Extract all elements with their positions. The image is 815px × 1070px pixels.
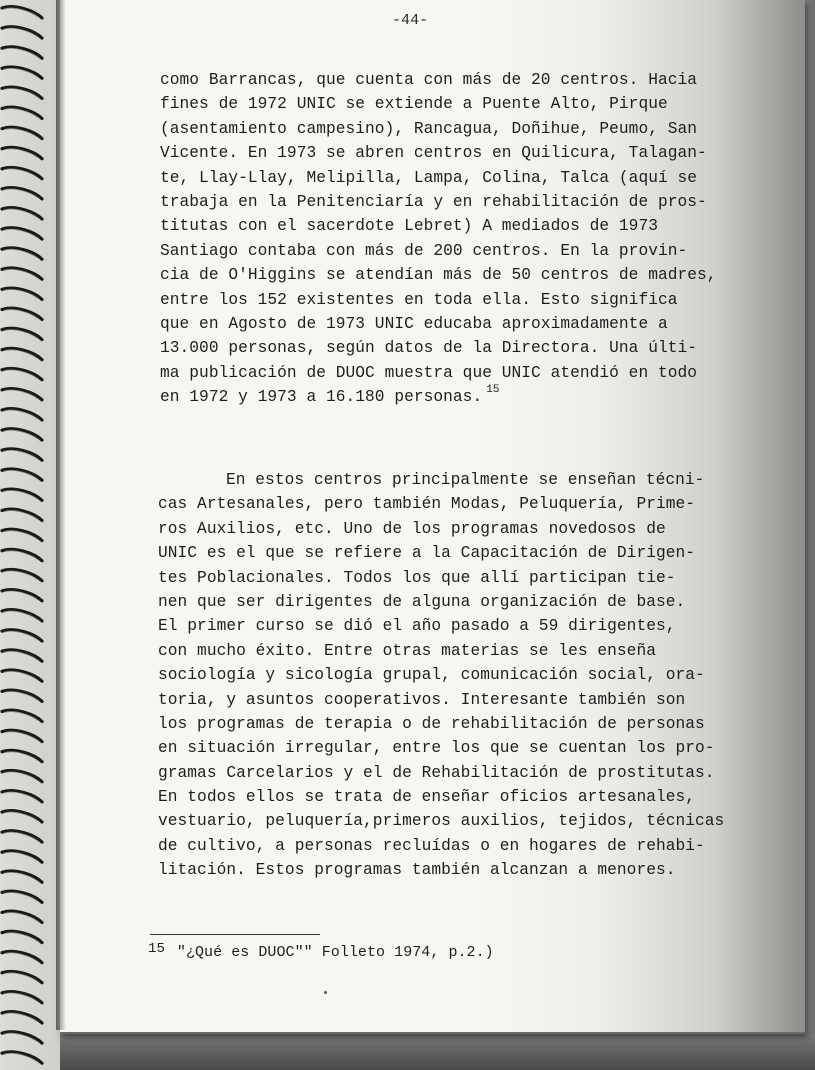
text-line: vestuario, peluquería,primeros auxilios, tejidos, técnicas bbox=[158, 812, 725, 831]
text-line: en 1972 y 1973 a 16.180 personas. bbox=[160, 388, 483, 407]
text-line: entre los 152 existentes en toda ella. Esto significa bbox=[160, 290, 678, 309]
text-line: titutas con el sacerdote Lebret) A mediados de 1973 bbox=[160, 217, 658, 236]
text-line: fines de 1972 UNIC se extiende a Puente Alto, Pirque bbox=[160, 95, 668, 114]
text-line: 13.000 personas, según datos de la Directora. Una últi- bbox=[160, 339, 698, 358]
text-line: cas Artesanales, pero también Modas, Peluquería, Prime- bbox=[158, 495, 696, 514]
paragraph-2 bbox=[158, 468, 724, 883]
text-line: te, Llay-Llay, Melipilla, Lampa, Colina, Talca (aquí se bbox=[160, 168, 698, 187]
paragraph-1 bbox=[160, 68, 717, 409]
text-line: En estos centros principalmente se enseñan técni- bbox=[226, 471, 705, 489]
page-shadow bbox=[60, 1034, 815, 1070]
text-line: como Barrancas, que cuenta con más de 20 centros. Hacia bbox=[160, 71, 698, 89]
text-line: los programas de terapia o de rehabilitación de personas bbox=[158, 714, 705, 733]
footnote-number: 15 bbox=[148, 941, 165, 957]
footnote-divider bbox=[150, 934, 320, 935]
ink-speck bbox=[324, 991, 327, 994]
text-line: con mucho éxito. Entre otras materias se les enseña bbox=[158, 641, 656, 660]
page-number: -44- bbox=[392, 12, 429, 29]
text-line: nen que ser dirigentes de alguna organización de base. bbox=[158, 592, 686, 611]
spine-shadow bbox=[56, 0, 66, 1030]
text-line: ma publicación de DUOC muestra que UNIC atendió en todo bbox=[160, 363, 698, 382]
text-line: ros Auxilios, etc. Uno de los programas novedosos de bbox=[158, 519, 666, 538]
text-line: en situación irregular, entre los que se cuentan los pro- bbox=[158, 739, 715, 758]
text-line-with-footnote bbox=[160, 385, 717, 409]
text-line: litación. Estos programas también alcanzan a menores. bbox=[158, 861, 676, 880]
text-line: toria, y asuntos cooperativos. Interesante también son bbox=[158, 690, 686, 709]
text-line: cia de O'Higgins se atendían más de 50 centros de madres, bbox=[160, 266, 717, 285]
text-line: Santiago contaba con más de 200 centros. En la provin- bbox=[160, 241, 688, 260]
text-line: El primer curso se dió el año pasado a 59 dirigentes, bbox=[158, 617, 676, 636]
text-line: trabaja en la Penitenciaría y en rehabilitación de pros- bbox=[160, 192, 707, 211]
text-line: gramas Carcelarios y el de Rehabilitación de prostitutas. bbox=[158, 763, 715, 782]
text-line: sociología y sicología grupal, comunicación social, ora- bbox=[158, 666, 705, 685]
text-line: de cultivo, a personas recluídas o en hogares de rehabi- bbox=[158, 836, 705, 855]
footnote bbox=[148, 942, 494, 964]
text-line: Vicente. En 1973 se abren centros en Quilicura, Talagan- bbox=[160, 144, 707, 163]
footnote-reference: 15 bbox=[486, 384, 500, 397]
text-line: En todos ellos se trata de enseñar oficios artesanales, bbox=[158, 788, 696, 807]
text-line: UNIC es el que se refiere a la Capacitación de Dirigen- bbox=[158, 544, 696, 563]
text-line: tes Poblacionales. Todos los que allí participan tie- bbox=[158, 568, 676, 587]
footnote-text: "¿Qué es DUOC"" Folleto 1974, p.2.) bbox=[176, 944, 494, 961]
text-line: que en Agosto de 1973 UNIC educaba aproximadamente a bbox=[160, 314, 668, 333]
text-line: (asentamiento campesino), Rancagua, Doñihue, Peumo, San bbox=[160, 119, 698, 138]
spiral-binding-icon bbox=[0, 0, 46, 1070]
